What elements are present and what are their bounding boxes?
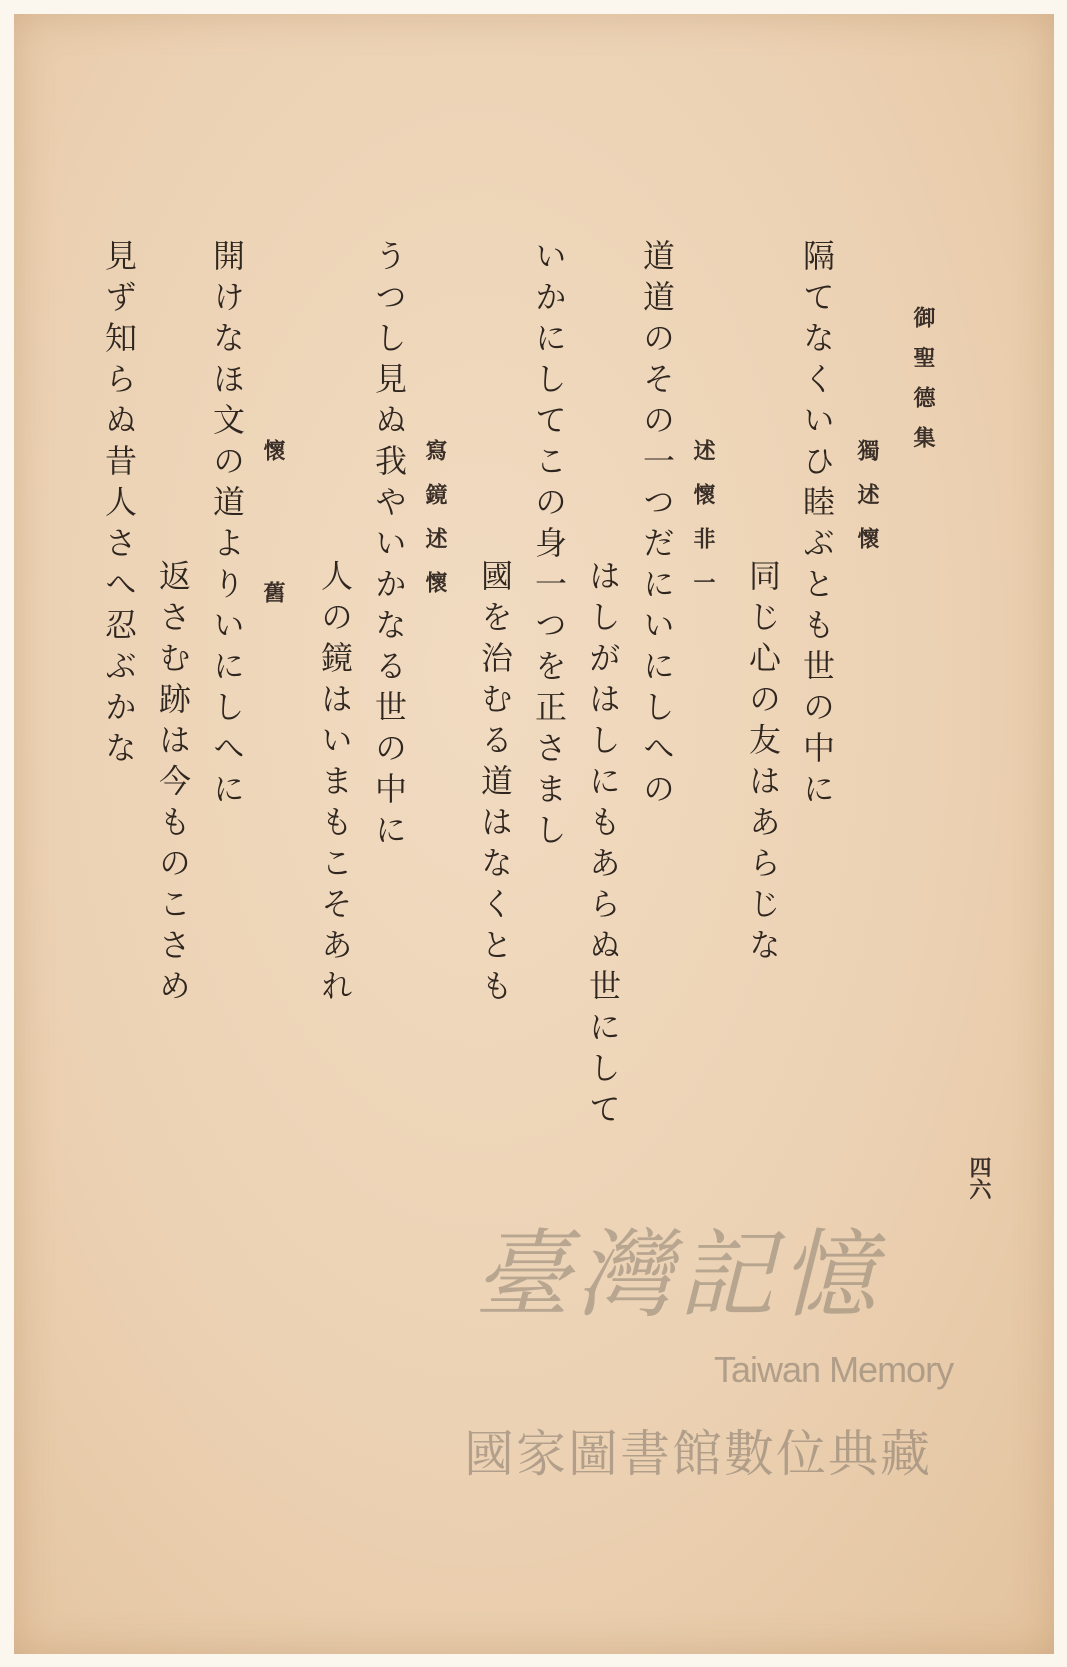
poem-line: 國を治むる道はなくとも [476,559,514,1010]
poem-line: 道道のその一つだにいにしへの [638,239,676,813]
poem-line: 隔てなくいひ睦ぶとも世の中に [798,239,836,813]
poem-heading: 獨述懷 [854,439,880,571]
book-title: 御聖德集 [910,306,936,466]
poem-heading: 寫鏡述懷 [422,439,448,615]
poem-line: 同じ心の友はあらじな [744,559,782,969]
poem-line: いかにしてこの身一つを正さまし [530,239,568,854]
library-watermark [454,1199,974,1509]
poem-line: 人の鏡はいまもこそあれ [316,559,354,1010]
book-page [14,14,1054,1654]
poem-line: 見ず知らぬ昔人さへ忍ぶかな [100,239,138,772]
watermark-chinese-text: 國家圖書館數位典藏 [464,1426,932,1482]
poem-line: はしがはしにもあらぬ世にして [584,559,622,1133]
watermark-latin-text: Taiwan Memory [714,1349,954,1390]
poem-line: 返さむ跡は今ものこさめ [154,559,192,1010]
poem-heading: 述懷非一 [690,439,716,615]
poem-heading: 懷舊 [260,439,286,723]
watermark-calligraphy: 臺灣記憶 [474,1219,882,1331]
poem-line: うつし見ぬ我やいかなる世の中に [370,239,408,854]
page-number: 四六 [966,1156,992,1200]
poem-line: 開けなほ文の道よりいにしへに [208,239,246,813]
